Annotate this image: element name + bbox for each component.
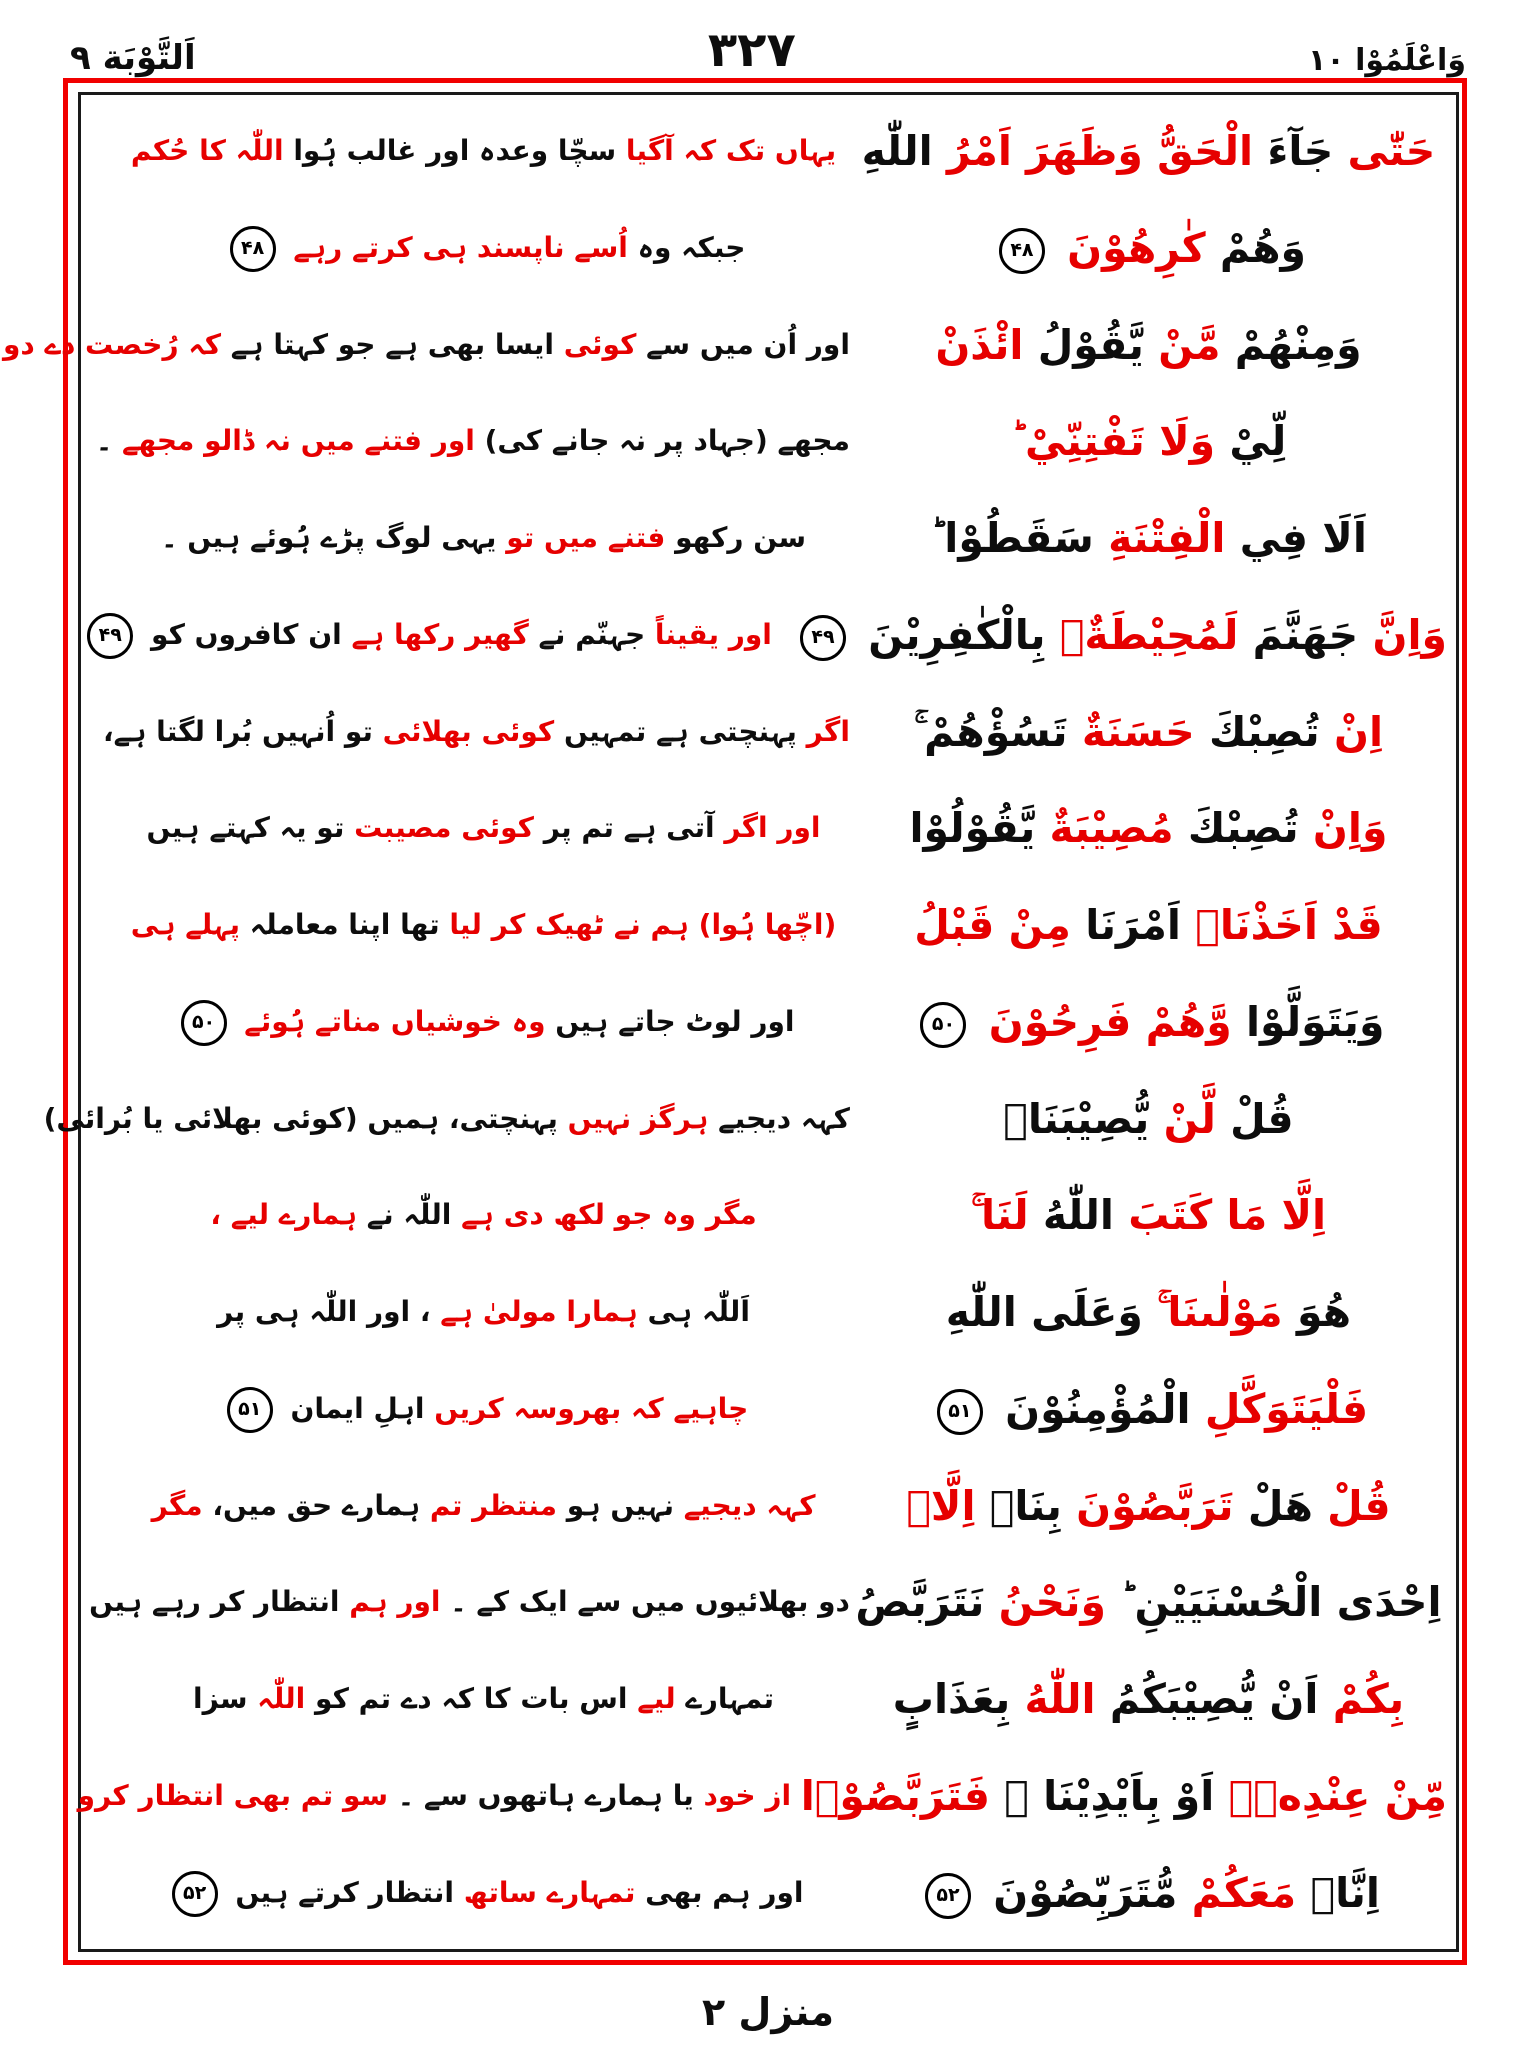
verse-row — [90, 1168, 1447, 1262]
verse-number-badge: ۴۸ — [230, 226, 276, 272]
arabic-text-segment: لَّنْ — [1149, 1094, 1216, 1143]
arabic-verse-line — [850, 1072, 1447, 1166]
verse-row — [90, 1265, 1447, 1359]
urdu-text-segment: ۔ — [95, 424, 113, 458]
arabic-text-segment: سَقَطُوْا ؕ — [930, 514, 1094, 563]
arabic-verse-line — [850, 1846, 1447, 1940]
verse-number-badge: ۴۹ — [800, 615, 846, 661]
arabic-text-segment: الْحَقُّ — [1142, 127, 1254, 175]
arabic-text-segment: اِنَّاۤ — [1296, 1868, 1380, 1917]
urdu-text-segment: سو تم بھی انتظار کرو — [77, 1779, 389, 1813]
page-header — [70, 14, 1466, 78]
urdu-translation-line — [117, 1362, 850, 1456]
arabic-text-segment: مِنْ قَبْلُ — [914, 901, 1071, 950]
urdu-text-segment: ہمارا مولیٰ ہے — [430, 1295, 638, 1329]
arabic-text-segment: تَسُؤْهُمْ ۚ — [913, 707, 1068, 756]
arabic-text-segment: تُصِبْكَ — [1173, 804, 1299, 853]
urdu-translation-line — [117, 201, 850, 295]
urdu-translation-line — [96, 394, 850, 488]
urdu-text-segment: انتظار کر رہے ہیں — [89, 1585, 340, 1619]
verse-row — [90, 878, 1447, 972]
verse-number-badge: ۵۲ — [172, 1871, 218, 1917]
urdu-text-segment: اللّٰہ — [247, 1682, 306, 1716]
verse-number-badge: ۵۲ — [925, 1873, 971, 1919]
arabic-text-segment: مُّتَرَبِّصُوْنَ — [978, 1868, 1178, 1917]
verse-number-badge: ۵۰ — [920, 1002, 966, 1048]
arabic-text-segment: لِّيْ — [1215, 417, 1287, 466]
verse-row — [77, 1749, 1447, 1843]
arabic-text-segment: بِعَذَابٍ — [892, 1675, 1011, 1724]
verse-row — [90, 1362, 1447, 1456]
urdu-text-segment: کہہ دیجیے — [673, 1488, 816, 1522]
urdu-text-segment: اہلِ ایمان — [280, 1391, 425, 1425]
urdu-text-segment: اور اگر — [714, 811, 821, 845]
urdu-text-segment: ان کافروں کو — [141, 617, 342, 651]
urdu-text-segment: اور ہم — [339, 1585, 441, 1619]
arabic-text-segment: لَنَا — [970, 1191, 1029, 1240]
urdu-text-segment: ایسا بھی ہے جو کہتا ہے — [221, 327, 554, 361]
urdu-text-segment: سن رکھو — [665, 521, 806, 555]
urdu-text-segment: چاہیے کہ بھروسہ کریں — [424, 1391, 749, 1425]
arabic-verse-line — [850, 1362, 1447, 1456]
arabic-text-segment: مَعَكُمْ — [1177, 1868, 1297, 1917]
verse-number-badge: ۴۹ — [87, 613, 133, 659]
arabic-text-segment: وَظَهَرَ اَمْرُ — [932, 127, 1143, 175]
urdu-translation-line — [117, 975, 850, 1069]
urdu-translation-line — [117, 878, 850, 972]
verse-row — [90, 1555, 1447, 1649]
arabic-text-segment: فَتَرَبَّصُوْۤا — [800, 1772, 990, 1821]
arabic-verse-line — [850, 781, 1447, 875]
urdu-text-segment: آتی ہے تم پر — [533, 811, 715, 845]
urdu-text-segment: پہنچتی، ہمیں (کوئی بھلائی یا بُرائی) — [43, 1101, 558, 1135]
arabic-text-segment: بِنَاۤ — [975, 1481, 1062, 1530]
verse-row — [90, 685, 1447, 779]
arabic-text-segment: يَّقُوْلُ — [1023, 320, 1144, 369]
arabic-text-segment: اَمْرَنَا — [1070, 901, 1181, 950]
arabic-verse-line — [850, 1265, 1447, 1359]
urdu-translation-line — [89, 1555, 850, 1649]
urdu-text-segment: جہنّم نے — [528, 617, 646, 651]
arabic-text-segment: جَآءَ — [1253, 127, 1334, 175]
urdu-translation-line — [117, 1846, 850, 1940]
arabic-text-segment: اللّٰهِ — [861, 127, 933, 175]
manzil-footer-label: منزل ۲ — [701, 1990, 835, 2034]
verse-row — [90, 1652, 1447, 1746]
verse-row — [90, 781, 1447, 875]
arabic-verse-line — [850, 1652, 1447, 1746]
arabic-text-segment: قُلْ — [1312, 1481, 1391, 1530]
urdu-text-segment: اور لوٹ جاتے ہیں — [545, 1004, 795, 1038]
text-content-area — [3, 104, 1447, 1940]
urdu-text-segment: فتنے میں تو — [496, 521, 666, 555]
arabic-text-segment: حَتّٰى — [1333, 127, 1436, 175]
urdu-translation-line — [103, 685, 850, 779]
verse-number-badge: ۴۸ — [999, 228, 1045, 274]
urdu-text-segment: (اچّھا ہُوا) ہم نے ٹھیک کر لیا — [439, 908, 837, 942]
urdu-text-segment: کہہ دیجیے — [708, 1101, 850, 1135]
urdu-text-segment: اس بات کا کہ دے تم کو — [305, 1682, 628, 1716]
arabic-text-segment: قَدْ اَخَذْنَاۤ — [1180, 901, 1383, 950]
arabic-text-segment: الْفِتْنَةِ — [1093, 514, 1226, 563]
urdu-text-segment: وہ خوشیاں مناتے ہُوئے — [234, 1004, 546, 1038]
urdu-text-segment: تھا اپنا معاملہ — [239, 908, 440, 942]
arabic-text-segment: ائْذَنْ — [935, 320, 1024, 369]
urdu-translation-line — [117, 1168, 850, 1262]
urdu-text-segment: اگر — [796, 714, 850, 748]
arabic-text-segment: جَهَنَّمَ — [1238, 610, 1359, 659]
urdu-text-segment: اللّٰہ نے — [357, 1198, 452, 1232]
verse-row — [90, 1459, 1447, 1553]
arabic-text-segment: نَتَرَبَّصُ — [855, 1578, 985, 1627]
verse-row — [90, 1846, 1447, 1940]
arabic-text-segment: وَاِنْ — [1298, 804, 1388, 853]
urdu-text-segment: یہاں تک کہ آگیا — [616, 134, 837, 167]
arabic-text-segment: اَنْ يُّصِيْبَكُمُ — [1095, 1675, 1319, 1724]
arabic-text-segment: قُلْ — [1215, 1094, 1294, 1143]
verse-row — [90, 491, 1447, 585]
arabic-text-segment: كٰرِهُوْنَ — [1052, 223, 1206, 272]
urdu-text-segment: ہمارے لیے ، — [210, 1198, 358, 1232]
arabic-text-segment: اَوْ بِاَيْدِيْنَا ۖ — [989, 1772, 1215, 1821]
arabic-text-segment: بِالْكٰفِرِيْنَ — [853, 610, 1046, 659]
urdu-text-segment: کوئی — [553, 327, 637, 361]
arabic-verse-line — [850, 1168, 1447, 1262]
arabic-text-segment: ۚ وَعَلَى اللّٰهِ — [945, 1288, 1158, 1337]
arabic-text-segment: الْمُؤْمِنُوْنَ — [990, 1384, 1191, 1433]
urdu-text-segment: یا ہمارے ہاتھوں سے ۔ — [388, 1779, 694, 1813]
arabic-verse-line — [850, 104, 1447, 198]
arabic-text-segment: وَنَحْنُ — [984, 1578, 1106, 1627]
urdu-text-segment: دو بھلائیوں میں سے ایک کے ۔ — [440, 1585, 850, 1619]
arabic-text-segment: بِكُمْ — [1318, 1675, 1405, 1724]
juz-marker-label: وَاعْلَمُوْا ۱۰ — [1308, 43, 1466, 78]
arabic-verse-line — [850, 1555, 1447, 1649]
urdu-text-segment: پہنچتی ہے تمہیں — [554, 714, 797, 748]
urdu-text-segment: اور ہم بھی — [635, 1875, 804, 1909]
arabic-verse-line — [850, 1459, 1447, 1553]
urdu-text-segment: اللّٰہ کا حُکم — [130, 134, 284, 167]
urdu-text-segment: مگر وہ جو لکھ دی ہے — [451, 1198, 757, 1232]
urdu-text-segment: پہلے ہی — [130, 908, 240, 942]
verse-row — [90, 104, 1447, 198]
arabic-text-segment: اِحْدَى الْحُسْنَيَيْنِ ؕ — [1105, 1578, 1442, 1627]
arabic-verse-line — [801, 1749, 1447, 1843]
urdu-text-segment: اور فتنے میں نہ ڈالو مجھے — [112, 424, 475, 458]
arabic-verse-line — [850, 298, 1447, 392]
verse-number-badge: ۵۰ — [181, 1000, 227, 1046]
arabic-text-segment: مَوْلٰىنَا — [1157, 1288, 1283, 1337]
urdu-text-segment: مجھے (جہاد پر نہ جانے کی) — [474, 424, 850, 458]
urdu-text-segment: سچّا وعدہ اور غالب ہُوا — [283, 134, 617, 167]
arabic-text-segment: هُوَ — [1282, 1288, 1352, 1337]
arabic-verse-line — [850, 394, 1447, 488]
urdu-text-segment: اور اُن میں سے — [636, 327, 850, 361]
arabic-text-segment: وَمِنْهُمْ — [1220, 320, 1362, 369]
urdu-text-segment: انتظار کرتے ہیں — [225, 1875, 454, 1909]
arabic-text-segment: وَيَتَوَلَّوْا — [1231, 997, 1385, 1046]
arabic-text-segment: مَّنْ — [1143, 320, 1221, 369]
urdu-translation-line — [117, 104, 850, 198]
urdu-translation-line — [117, 1459, 850, 1553]
arabic-text-segment: اِلَّا مَا كَتَبَ — [1113, 1191, 1327, 1240]
arabic-text-segment: اللّٰهُ — [1028, 1191, 1114, 1240]
arabic-verse-line — [850, 975, 1447, 1069]
urdu-text-segment: لیے — [627, 1682, 676, 1716]
verse-row — [90, 588, 1447, 682]
arabic-text-segment: وَلَا تَفْتِنِّيْ — [1010, 417, 1216, 466]
urdu-text-segment: ہرگز نہیں — [557, 1101, 709, 1135]
urdu-text-segment: کہ رُخصت دے دو — [3, 327, 222, 361]
arabic-verse-line — [850, 201, 1447, 295]
urdu-text-segment: نہیں ہو — [556, 1488, 674, 1522]
urdu-text-segment: کوئی بھلائی — [372, 714, 555, 748]
surah-name-label: اَلتَّوْبَة ٩ — [70, 38, 196, 78]
urdu-text-segment: تمہارے — [675, 1682, 775, 1716]
verse-row — [90, 975, 1447, 1069]
arabic-text-segment: تُصِبْكَ — [1194, 707, 1320, 756]
arabic-text-segment: وَاِنَّ — [1358, 610, 1447, 659]
urdu-text-segment: اور یقیناً — [645, 617, 772, 651]
verse-row — [43, 1072, 1447, 1166]
arabic-text-segment: اِنْ — [1319, 707, 1384, 756]
urdu-translation-line — [59, 588, 792, 682]
urdu-text-segment: از خود — [693, 1779, 792, 1813]
page-number: ٣٢٧ — [707, 22, 796, 78]
urdu-text-segment: اَللّٰہ ہی — [637, 1295, 750, 1329]
urdu-translation-line — [117, 781, 850, 875]
urdu-text-segment: تو اُنہیں بُرا لگتا ہے، — [102, 714, 373, 748]
arabic-text-segment: لَمُحِيْطَةٌۢ — [1045, 610, 1239, 659]
urdu-text-segment: تمہارے ساتھ — [453, 1875, 636, 1909]
verse-number-badge: ۵۱ — [937, 1389, 983, 1435]
urdu-text-segment: ہمارے حق میں، — [202, 1488, 421, 1522]
arabic-text-segment: اللّٰهُ — [1010, 1675, 1096, 1724]
arabic-text-segment: وَهُمْ — [1205, 223, 1306, 272]
arabic-text-segment: مِّنْ عِنْدِهٖۤ — [1214, 1772, 1447, 1821]
arabic-text-segment: هَلْ — [1233, 1481, 1313, 1530]
urdu-text-segment: جبکہ وہ — [627, 230, 746, 264]
verse-row — [90, 201, 1447, 295]
urdu-text-segment: کوئی مصیبت — [344, 811, 534, 845]
arabic-verse-line — [850, 491, 1447, 585]
urdu-translation-line — [117, 1265, 850, 1359]
verse-number-badge: ۵۱ — [227, 1387, 273, 1433]
urdu-text-segment: مگر — [151, 1488, 203, 1522]
urdu-text-segment: تو یہ کہتے ہیں — [146, 811, 345, 845]
verse-row — [90, 394, 1447, 488]
urdu-translation-line — [117, 491, 850, 585]
urdu-translation-line — [44, 1072, 850, 1166]
arabic-verse-line — [850, 685, 1447, 779]
arabic-text-segment: اِلَّاۤ — [906, 1481, 976, 1530]
urdu-translation-line — [3, 298, 850, 392]
urdu-text-segment: اُسے ناپسند ہی کرتے رہے — [283, 230, 628, 264]
arabic-text-segment: اَلَا فِي — [1225, 514, 1367, 563]
verse-row — [3, 298, 1447, 392]
urdu-text-segment: ، اور اللّٰہ ہی پر — [217, 1295, 431, 1329]
urdu-text-segment: گھیر رکھا ہے — [341, 617, 529, 651]
arabic-text-segment: يَّقُوْلُوْا — [909, 804, 1036, 853]
arabic-verse-line — [850, 878, 1447, 972]
arabic-text-segment: حَسَنَةٌ — [1067, 707, 1195, 756]
urdu-text-segment: یہی لوگ پڑے ہُوئے ہیں ۔ — [161, 521, 497, 555]
urdu-translation-line — [68, 1749, 801, 1843]
arabic-text-segment: فَلْيَتَوَكَّلِ — [1190, 1384, 1369, 1433]
urdu-text-segment: منتظر تم — [420, 1488, 557, 1522]
urdu-translation-line — [117, 1652, 850, 1746]
urdu-text-segment: سزا — [193, 1682, 248, 1716]
arabic-verse-line — [792, 588, 1447, 682]
arabic-text-segment: تَرَبَّصُوْنَ — [1061, 1481, 1234, 1530]
arabic-text-segment: وَّهُمْ فَرِحُوْنَ — [974, 997, 1232, 1046]
arabic-text-segment: يُّصِيْبَنَاۤ — [1003, 1094, 1150, 1143]
arabic-text-segment: مُصِيْبَةٌ — [1035, 804, 1174, 853]
